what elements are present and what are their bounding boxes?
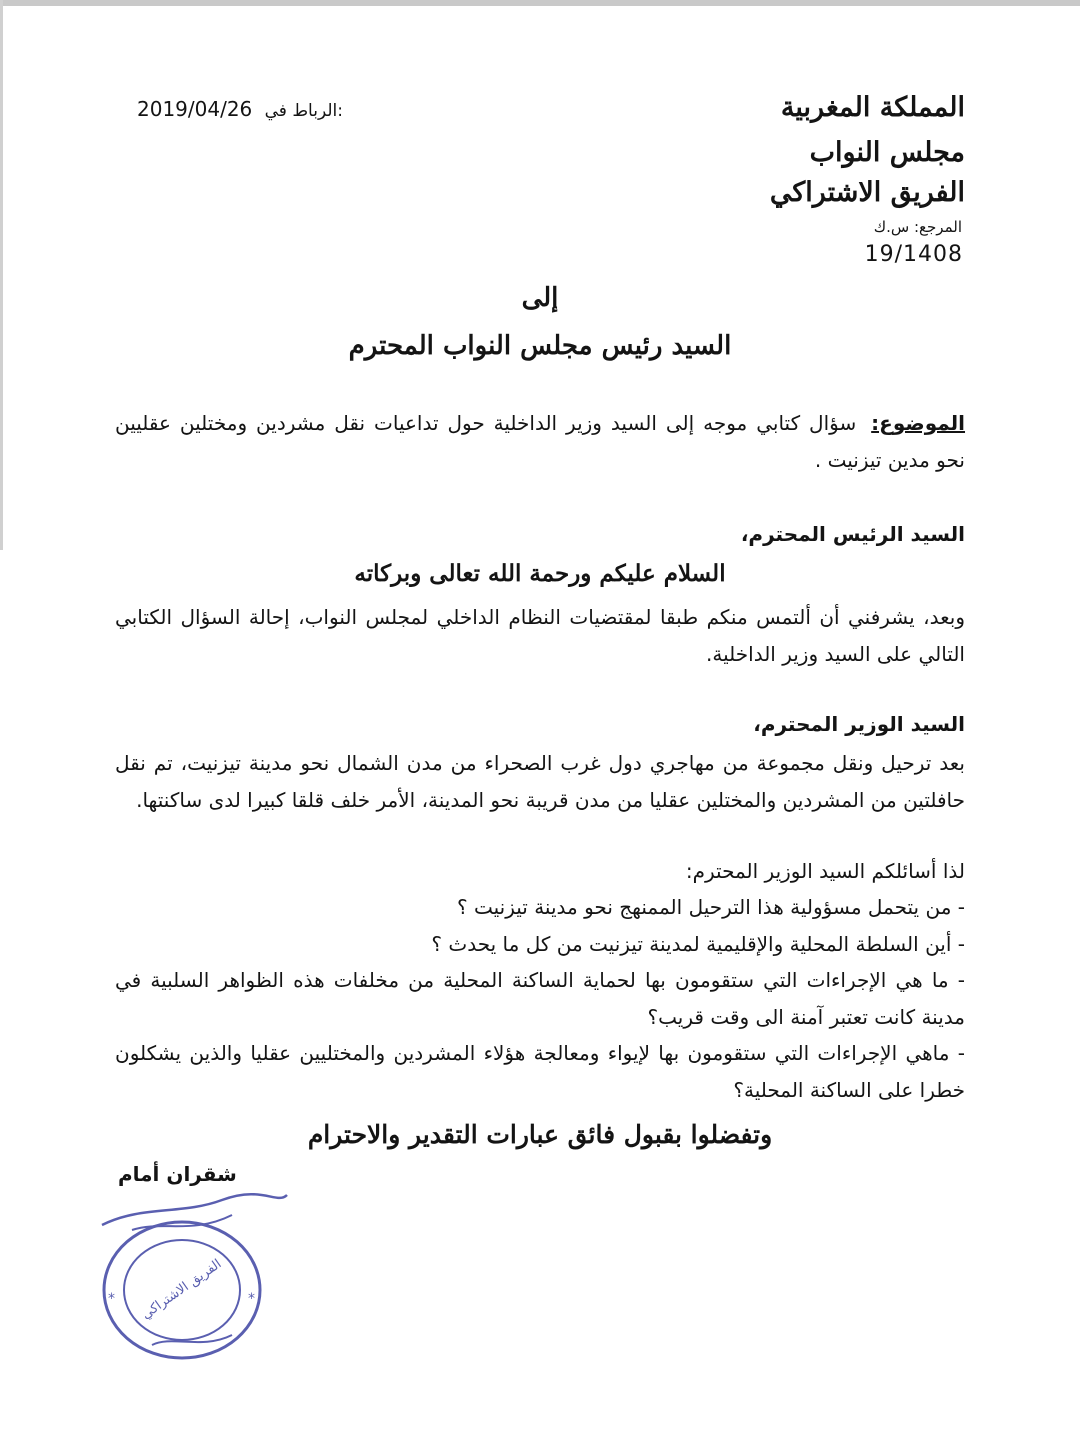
- stamp-star-icon: *: [248, 1291, 255, 1307]
- main-paragraph: بعد ترحيل ونقل مجموعة من مهاجري دول غرب الصحراء من مدن الشمال نحو مدينة تيزنيت، تم نقل حافلتين من المشردين والمختلين عقليا من مدن قريبة نحو المدينة، الأمر خلف قلقا كبيرا لدى ساكنتها.: [115, 751, 965, 812]
- ask-intro: لذا أسائلكم السيد الوزير المحترم:: [685, 859, 965, 883]
- official-stamp: [92, 1185, 292, 1365]
- questions-list: [115, 889, 965, 1108]
- reference-number: 19/1408: [864, 242, 963, 267]
- left-edge: [0, 0, 3, 550]
- top-edge: [0, 0, 1080, 6]
- closing-line: وتفضلوا بقبول فائق عبارات التقدير والاحترام: [307, 1120, 773, 1149]
- question-item: - أين السلطة المحلية والإقليمية لمدينة تيزنيت من كل ما يحدث ؟: [431, 931, 965, 956]
- question-item: - ماهي الإجراءات التي ستقومون بها لإيواء ومعالجة هؤلاء المشردين والمختليين عقليا والذين يشكلون خطرا على الساكنة المحلية؟: [115, 1041, 965, 1102]
- header-kingdom: المملكة المغربية: [780, 92, 965, 123]
- addressee: السيد رئيس مجلس النواب المحترم: [348, 331, 732, 361]
- subject-text: سؤال كتابي موجه إلى السيد وزير الداخلية حول تداعيات نقل مشردين ومختلين عقليين نحو مدين تيزنيت .: [115, 411, 965, 472]
- question-item: - ما هي الإجراءات التي ستقومون بها لحماية الساكنة المحلية من مخلفات هذه الظواهر السلبية في مدينة كانت تعتبر آمنة الى وقت قريب؟: [115, 968, 965, 1029]
- date-label: الرباط في:: [264, 101, 343, 121]
- header-parliament: مجلس النواب: [809, 137, 965, 168]
- question-item: - من يتحمل مسؤولية هذا الترحيل الممنهج نحو مدينة تيزنيت ؟: [457, 895, 965, 919]
- salam-line: السلام عليكم ورحمة الله تعالى وبركاته: [354, 560, 726, 587]
- signature-scribble: [102, 1194, 287, 1225]
- intro-paragraph: وبعد، يشرفني أن ألتمس منكم طبقا لمقتضيات النظام الداخلي لمجلس النواب، إحالة السؤال الكتابي التالي على السيد وزير الداخلية.: [115, 605, 965, 666]
- reference-label: المرجع: س.ك: [873, 218, 962, 236]
- greeting-president: السيد الرئيس المحترم،: [740, 522, 965, 546]
- stamp-star-icon: *: [108, 1291, 115, 1307]
- signer-name: شقران أمام: [118, 1162, 237, 1186]
- subject: [115, 405, 965, 478]
- greeting-minister: السيد الوزير المحترم،: [753, 712, 965, 736]
- subject-label: الموضوع:: [871, 411, 966, 435]
- header-group: الفريق الاشتراكي: [769, 177, 965, 208]
- to-label: إلى: [521, 283, 559, 313]
- stamp-text: الفريق الاشتراكي: [139, 1256, 225, 1323]
- date-value: 2019/04/26: [137, 97, 253, 121]
- date-line: [137, 97, 343, 121]
